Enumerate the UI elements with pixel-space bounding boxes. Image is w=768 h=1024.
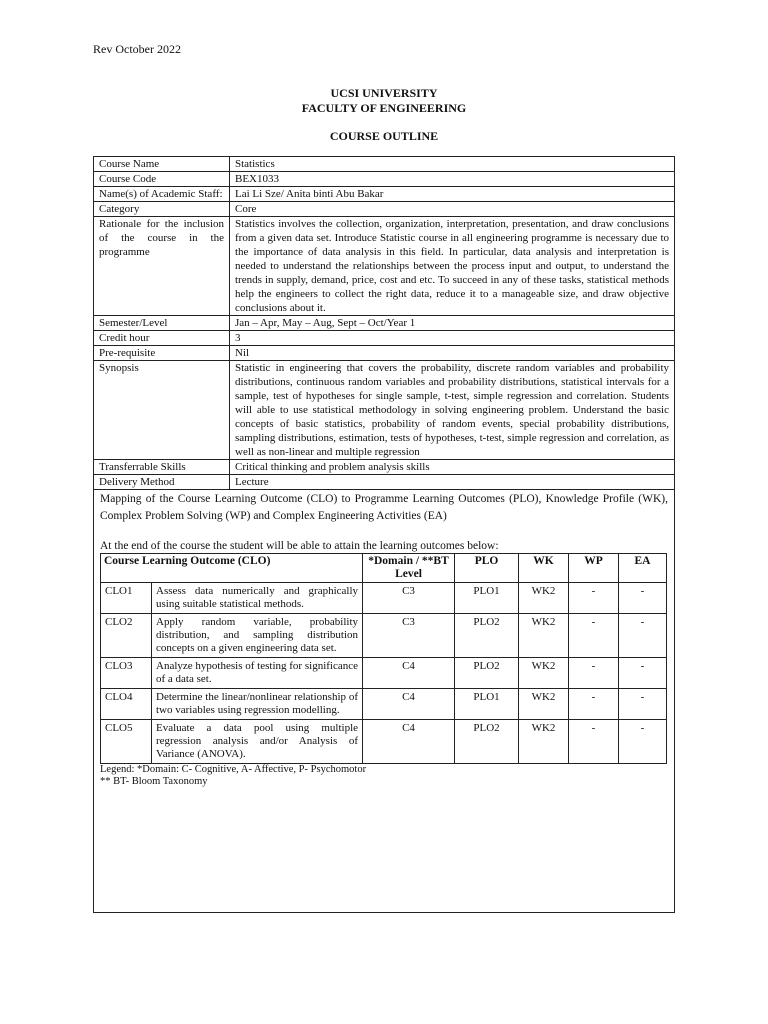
clo-plo: PLO2 [455, 658, 519, 689]
info-value: Jan – Apr, May – Aug, Sept – Oct/Year 1 [230, 316, 675, 331]
clo-wp: - [569, 658, 619, 689]
table-row [101, 614, 667, 658]
table-row [101, 583, 667, 614]
clo-domain: C4 [363, 720, 455, 764]
info-label: Pre-requisite [94, 346, 230, 361]
clo-table [100, 553, 667, 764]
clo-domain: C3 [363, 583, 455, 614]
clo-wp: - [569, 720, 619, 764]
faculty-name: FACULTY OF ENGINEERING [301, 101, 467, 115]
wk-header: WK [519, 554, 569, 583]
info-value: Statistic in engineering that covers the probability, discrete random variables and probability distributions, continuous random variables and probability distributions, statistical intervals for a sample, test of hypotheses for single sample, t-test, simple regression and correlation. Students will able to use statistical methodology in solving engineering problem. Understand the basic concepts of basic statistics, probability of random events, special probability distributions, sampling distributions, estimation, tests of hypotheses, t-test, simple regression and correlation, as well as non-linear and multiple regression [230, 361, 675, 460]
course-info-table [94, 157, 674, 490]
clo-id: CLO4 [101, 689, 152, 720]
clo-description: Analyze hypothesis of testing for significance of a data set. [152, 658, 363, 689]
clo-table-header [101, 554, 667, 583]
info-label: Course Code [94, 172, 230, 187]
info-value: Statistics [230, 157, 675, 172]
clo-wk: WK2 [519, 720, 569, 764]
info-label: Semester/Level [94, 316, 230, 331]
info-value: Lecture [230, 475, 675, 490]
clo-wk: WK2 [519, 658, 569, 689]
clo-description: Evaluate a data pool using multiple regression analysis and/or Analysis of Variance (ANOVA). [152, 720, 363, 764]
info-value: Lai Li Sze/ Anita binti Abu Bakar [230, 187, 675, 202]
clo-domain: C4 [363, 658, 455, 689]
clo-domain: C3 [363, 614, 455, 658]
clo-wk: WK2 [519, 583, 569, 614]
clo-plo: PLO2 [455, 614, 519, 658]
legend-bloom: ** BT- Bloom Taxonomy [100, 776, 208, 787]
info-value: BEX1033 [230, 172, 675, 187]
info-label: Credit hour [94, 331, 230, 346]
clo-ea: - [619, 658, 667, 689]
info-row-transferrable-skills [94, 460, 674, 475]
info-label: Delivery Method [94, 475, 230, 490]
course-outline-form [93, 156, 675, 913]
clo-wk: WK2 [519, 614, 569, 658]
clo-header: Course Learning Outcome (CLO) [101, 554, 363, 583]
clo-ea: - [619, 720, 667, 764]
info-row-semester [94, 316, 674, 331]
wp-header: WP [569, 554, 619, 583]
document-title: COURSE OUTLINE [329, 129, 439, 143]
attain-description: At the end of the course the student will be able to attain the learning outcomes below: [100, 540, 499, 552]
info-row-course-code [94, 172, 674, 187]
info-label: Synopsis [94, 361, 230, 460]
table-row [101, 658, 667, 689]
info-row-course-name [94, 157, 674, 172]
clo-description: Determine the linear/nonlinear relationship of two variables using regression modelling. [152, 689, 363, 720]
info-value: Core [230, 202, 675, 217]
clo-id: CLO1 [101, 583, 152, 614]
table-row [101, 720, 667, 764]
info-row-delivery-method [94, 475, 674, 490]
info-label: Category [94, 202, 230, 217]
clo-wp: - [569, 689, 619, 720]
clo-ea: - [619, 583, 667, 614]
revision-label: Rev October 2022 [93, 42, 181, 56]
university-name: UCSI UNIVERSITY [330, 86, 438, 100]
clo-id: CLO2 [101, 614, 152, 658]
domain-header: *Domain / **BT Level [363, 554, 455, 583]
document-header [0, 86, 768, 144]
info-row-academic-staff [94, 187, 674, 202]
info-label: Rationale for the inclusion of the course in the programme [94, 217, 230, 316]
info-row-synopsis [94, 361, 674, 460]
clo-id: CLO3 [101, 658, 152, 689]
info-value: 3 [230, 331, 675, 346]
clo-description: Assess data numerically and graphically using suitable statistical methods. [152, 583, 363, 614]
info-value: Nil [230, 346, 675, 361]
clo-ea: - [619, 614, 667, 658]
info-value: Critical thinking and problem analysis skills [230, 460, 675, 475]
clo-wp: - [569, 583, 619, 614]
info-label: Course Name [94, 157, 230, 172]
clo-wk: WK2 [519, 689, 569, 720]
info-row-category [94, 202, 674, 217]
clo-ea: - [619, 689, 667, 720]
info-label: Name(s) of Academic Staff: [94, 187, 230, 202]
info-row-prerequisite [94, 346, 674, 361]
info-row-rationale [94, 217, 674, 316]
table-row [101, 689, 667, 720]
clo-plo: PLO1 [455, 689, 519, 720]
info-row-credit-hour [94, 331, 674, 346]
clo-plo: PLO2 [455, 720, 519, 764]
clo-id: CLO5 [101, 720, 152, 764]
clo-plo: PLO1 [455, 583, 519, 614]
info-value: Statistics involves the collection, organization, interpretation, presentation, and draw conclusions from a given data set. Introduce Statistic course in all engineering programme is necessary due to the importance of data analysis in this field. In particular, data analysis and interpretation is needed to understand the relationships between the process input and output, to understand the trends in supply, demand, price, cost and etc. To succeed in any of these tasks, statistical methods help the engineers to collect the right data, reduce it to a manageable size, and draw objective conclusions about it. [230, 217, 675, 316]
legend-domain: Legend: *Domain: C- Cognitive, A- Affective, P- Psychomotor [100, 764, 367, 775]
clo-domain: C4 [363, 689, 455, 720]
info-label: Transferrable Skills [94, 460, 230, 475]
clo-description: Apply random variable, probability distribution, and sampling distribution concepts on a given engineering data set. [152, 614, 363, 658]
clo-wp: - [569, 614, 619, 658]
mapping-description: Mapping of the Course Learning Outcome (CLO) to Programme Learning Outcomes (PLO), Knowledge Profile (WK), Complex Problem Solving (WP) and Complex Engineering Activities (EA) [100, 493, 668, 522]
ea-header: EA [619, 554, 667, 583]
plo-header: PLO [455, 554, 519, 583]
